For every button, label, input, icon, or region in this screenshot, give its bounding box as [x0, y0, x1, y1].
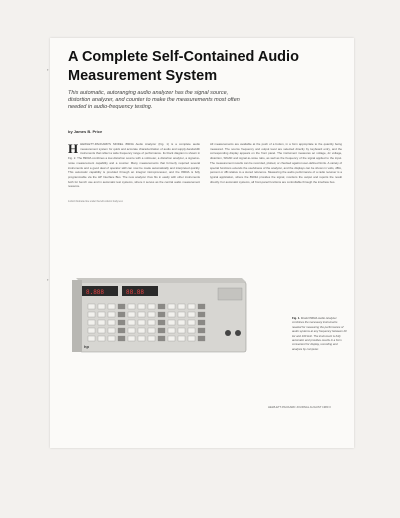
display-left-readout: 8.888: [86, 289, 105, 296]
brand-label: hp: [84, 344, 89, 349]
keypad-key: [188, 328, 195, 333]
margin-mark: ,: [47, 276, 49, 282]
keypad-key: [148, 336, 155, 341]
keypad-key: [98, 336, 105, 341]
keypad-key: [128, 336, 135, 341]
keypad-key: [198, 312, 205, 317]
keypad-key: [188, 312, 195, 317]
instrument-top: [74, 278, 246, 282]
drop-cap: H: [68, 141, 79, 156]
keypad-key: [198, 320, 205, 325]
article-subtitle: This automatic, autoranging audio analyzer has the signal source, distortion analyzer, and counter to make the measurements most often needed in audio-frequency testing.: [68, 90, 240, 111]
keypad-key: [148, 304, 155, 309]
keypad-key: [108, 328, 115, 333]
audio-analyzer-photo: [68, 278, 250, 358]
keypad-key: [108, 312, 115, 317]
keypad-key: [128, 328, 135, 333]
keypad-key: [158, 328, 165, 333]
keypad-key: [168, 312, 175, 317]
keypad-key: [158, 304, 165, 309]
keypad-key: [128, 304, 135, 309]
keypad-key: [88, 320, 95, 325]
keypad-key: [188, 320, 195, 325]
left-column-text: HEWLETT-PACKARD'S MODEL 8903A Audio Analyzer (Fig. 1) is a complete audio measurement system for quick and accurate characterization of audio and supply-bandwidth instruments that reflect a wide frequency range of performance. Its block diagram is shown in Fig. 2. The 8903A combines a low-distortion source with a voltmeter, a distortion analyzer, a signal-to-noise measurement capability and a counter. Many measurements that formerly required several instruments and a good deal of operator skill can now be made automatically and interpreted quickly. This automatic capability is provided through an integral microprocessor, and the 8903A is fully programmable via the HP Interface Bus. The new analyzer thus fits in easily with other instruments both for bench use and in automatic test systems, where it serves as the central audio measurement resource.: [68, 142, 200, 189]
keypad-key: [148, 328, 155, 333]
keypad-key: [178, 328, 185, 333]
keypad-key: [98, 312, 105, 317]
page-footer: HEWLETT-PACKARD JOURNAL AUGUST 1980 3: [268, 405, 331, 409]
keypad-key: [188, 304, 195, 309]
keypad-key: [148, 312, 155, 317]
figure-caption-label: Fig. 1.: [292, 316, 301, 320]
keypad-key: [118, 320, 125, 325]
margin-mark: ,: [47, 66, 49, 72]
keypad-key: [128, 320, 135, 325]
keypad-key: [88, 336, 95, 341]
keypad-key: [138, 320, 145, 325]
keypad-key: [118, 328, 125, 333]
figure-caption-text: Model 8903A Audio Analyzer combines the necessary instruments needed for measuring the performance of audio systems at any frequency between 20 Hz and 100 kHz. The instrument is fully automatic and provides results in a form convenient for display, recording and analysis by computer.: [292, 316, 347, 351]
keypad-key: [158, 312, 165, 317]
keypad-key: [198, 328, 205, 333]
keypad-key: [128, 312, 135, 317]
keypad-key: [88, 312, 95, 317]
keypad-key: [198, 336, 205, 341]
output-connector: [235, 330, 241, 336]
keypad-key: [158, 336, 165, 341]
keypad-key: [138, 304, 145, 309]
right-column: All measurements are available at the push of a button, in a form appropriate to the quantity being measured. The source frequency and output level are selected directly by keyboard entry, and the corresponding display appears on the front panel. The instrument measures ac voltage, dc voltage, distortion, SINAD and signal-to-noise ratio, as well as the frequency of the signal applied to the input. The measurement results can be recorded, plotted, or checked against user-defined limits. A variety of special functions extends the usefulness of the analyzer, and the displays can be shown in volts, dBm, percent or dB relative to a stored reference. Measuring the audio performance of a radio receiver is a typical application, where the 8903A provides the signal, monitors the output and reports the result directly. For automatic systems, all front-panel functions are controllable through the interface bus.: [210, 142, 342, 184]
keypad-key: [98, 320, 105, 325]
keypad-key: [178, 304, 185, 309]
keypad-key: [88, 304, 95, 309]
keypad-key: [118, 336, 125, 341]
journal-page: [47, 38, 354, 448]
keypad-key: [168, 304, 175, 309]
article-title: A Complete Self-Contained Audio Measurement System: [68, 49, 299, 84]
keypad-key: [108, 320, 115, 325]
keypad-key: [108, 304, 115, 309]
figure-caption: [292, 316, 347, 351]
left-handle: [72, 280, 82, 352]
keypad-key: [168, 336, 175, 341]
keypad-key: [198, 304, 205, 309]
keypad-key: [138, 336, 145, 341]
keypad-key: [178, 312, 185, 317]
keypad-key: [118, 304, 125, 309]
keypad-key: [88, 328, 95, 333]
keypad-key: [138, 312, 145, 317]
top-right-panel: [218, 288, 242, 300]
keypad-key: [108, 336, 115, 341]
keypad-key: [158, 320, 165, 325]
article-byline: by James B. Price: [68, 129, 103, 134]
keypad-key: [148, 320, 155, 325]
input-connector: [225, 330, 231, 336]
keypad-key: [168, 320, 175, 325]
keypad-key: [188, 336, 195, 341]
keypad-key: [178, 320, 185, 325]
keypad-key: [118, 312, 125, 317]
keypad-key: [178, 336, 185, 341]
left-column: [68, 142, 200, 189]
footnote: A short footnote line under the left column body text.: [68, 200, 124, 203]
display-right-readout: 88.88: [126, 289, 145, 296]
keypad-key: [168, 328, 175, 333]
keypad-key: [98, 304, 105, 309]
keypad-key: [138, 328, 145, 333]
keypad-key: [98, 328, 105, 333]
